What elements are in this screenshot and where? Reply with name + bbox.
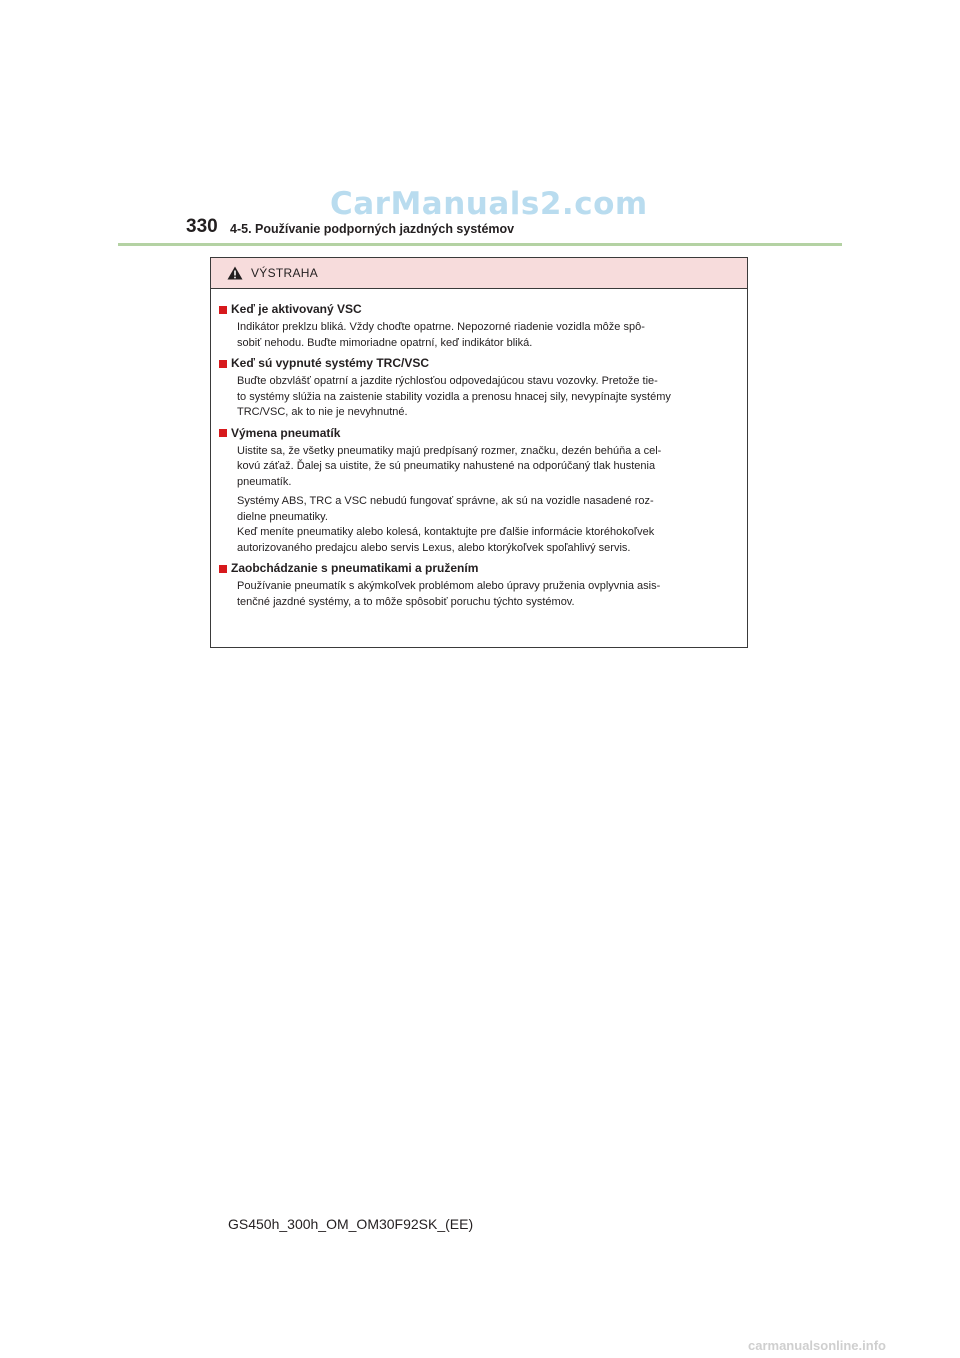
warning-item-paragraph: Indikátor preklzu bliká. Vždy choďte opatrne. Nepozorné riadenie vozidla môže spô- sobiť nehodu. Buďte mimoriadne opatrní, keď indikátor bliká. <box>237 321 645 349</box>
warning-box <box>210 257 748 648</box>
warning-item-title-text: Keď je aktivovaný VSC <box>231 302 362 316</box>
warning-body <box>211 289 747 610</box>
warning-triangle-icon <box>227 266 243 280</box>
warning-item-tires-suspension <box>219 560 739 610</box>
warning-header <box>211 258 747 289</box>
watermark-carmanualsonline: carmanualsonline.info <box>748 1338 886 1353</box>
manual-code: GS450h_300h_OM_OM30F92SK_(EE) <box>228 1216 474 1232</box>
warning-item-vsc-active <box>219 301 739 351</box>
warning-item-title-text: Zaobchádzanie s pneumatikami a pružením <box>231 561 479 575</box>
warning-item-tire-replacement <box>219 425 739 557</box>
warning-item-paragraph: Systémy ABS, TRC a VSC nebudú fungovať správne, ak sú na vozidle nasadené roz- dielne pneumatiky. Keď meníte pneumatiky alebo kolesá, kontaktujte pre ďalšie informácie ktoréhokoľvek autorizovaného predajcu alebo servis Lexus, alebo ktorýkoľvek spoľahlivý servis. <box>237 495 655 554</box>
warning-item-paragraph: Uistite sa, že všetky pneumatiky majú predpísaný rozmer, značku, dezén behúňa a cel- kovú záťaž. Ďalej sa uistite, že sú pneumatiky nahustené na odporúčaný tlak hustenia pneumatík. <box>237 444 662 488</box>
red-square-bullet-icon <box>219 306 227 314</box>
warning-label: VÝSTRAHA <box>251 266 319 280</box>
warning-item-paragraph: Používanie pneumatík s akýmkoľvek problémom alebo úpravy pruženia ovplyvnia asis- tenčné jazdné systémy, a to môže spôsobiť poruchu týchto systémov. <box>237 580 661 608</box>
red-square-bullet-icon <box>219 429 227 437</box>
warning-item-title-text: Keď sú vypnuté systémy TRC/VSC <box>231 356 430 370</box>
red-square-bullet-icon <box>219 565 227 573</box>
warning-item-title <box>219 560 739 577</box>
warning-item-trc-vsc-off <box>219 355 739 421</box>
warning-item-paragraph: Buďte obzvlášť opatrní a jazdite rýchlosťou odpovedajúcou stavu vozovky. Pretože tie- to systémy slúžia na zaistenie stability vozidla a prenosu hnacej sily, nevypínajte systémy TRC/VSC, ak to nie je nevyhnutné. <box>237 375 671 418</box>
warning-item-title <box>219 301 739 318</box>
warning-item-title <box>219 355 739 372</box>
watermark-carmanuals2: CarManuals2.com <box>330 186 648 222</box>
warning-item-title-text: Výmena pneumatík <box>231 425 341 440</box>
page-number: 330 <box>186 216 218 237</box>
red-square-bullet-icon <box>219 360 227 368</box>
warning-item-title <box>219 425 739 442</box>
section-title: 4-5. Používanie podporných jazdných systémov <box>230 222 515 236</box>
header-rule <box>118 243 842 246</box>
